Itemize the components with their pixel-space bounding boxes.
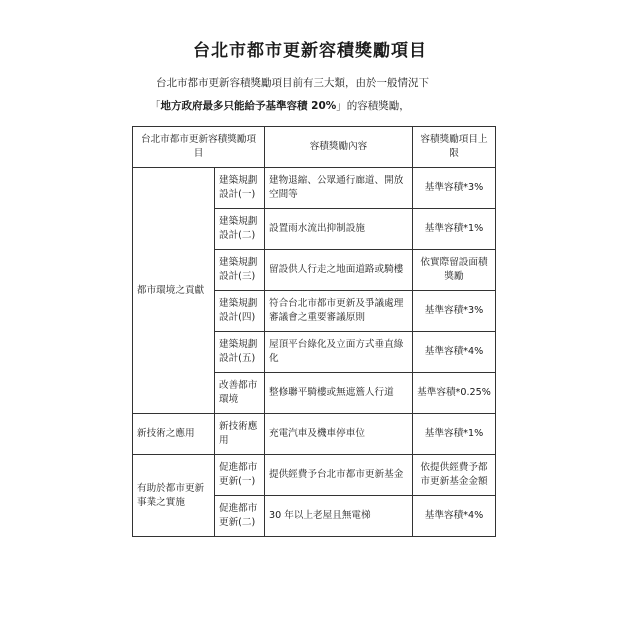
category-cell: 新技術之應用 xyxy=(133,414,215,455)
cap-cell: 依實際留設面積獎勵 xyxy=(413,250,496,291)
table-row xyxy=(133,455,496,496)
cap-cell: 基準容積*1% xyxy=(413,209,496,250)
item-cell: 改善都市環境 xyxy=(215,373,265,414)
item-cell: 建築規劃設計(四) xyxy=(215,291,265,332)
cap-cell: 基準容積*4% xyxy=(413,496,496,537)
header-cap: 容積獎勵項目上限 xyxy=(413,127,496,168)
header-content: 容積獎勵內容 xyxy=(265,127,413,168)
item-cell: 新技術應用 xyxy=(215,414,265,455)
item-cell: 建築規劃設計(五) xyxy=(215,332,265,373)
cap-cell: 基準容積*3% xyxy=(413,291,496,332)
content-cell: 整修聯平騎樓或無遮簷人行道 xyxy=(265,373,413,414)
table-row xyxy=(133,414,496,455)
content-cell: 設置雨水流出抑制設施 xyxy=(265,209,413,250)
content-cell: 充電汽車及機車停車位 xyxy=(265,414,413,455)
content-cell: 建物退縮、公眾通行廊道、開放空間等 xyxy=(265,168,413,209)
cap-cell: 基準容積*3% xyxy=(413,168,496,209)
intro-line-2 xyxy=(150,98,410,113)
content-cell: 符合台北市都市更新及爭議處理審議會之重要審議原則 xyxy=(265,291,413,332)
intro-line-1: 台北市都市更新容積獎勵項目前有三大類，由於一般情況下 xyxy=(156,77,429,89)
item-cell: 建築規劃設計(一) xyxy=(215,168,265,209)
table-row xyxy=(133,168,496,209)
content-cell: 留設供人行走之地面道路或騎樓 xyxy=(265,250,413,291)
cap-cell: 基準容積*4% xyxy=(413,332,496,373)
content-cell: 30 年以上老屋且無電梯 xyxy=(265,496,413,537)
header-item: 台北市都市更新容積獎勵項目 xyxy=(133,127,265,168)
item-cell: 促進都市更新(二) xyxy=(215,496,265,537)
content-cell: 提供經費予台北市都市更新基金 xyxy=(265,455,413,496)
bonus-table xyxy=(132,126,496,537)
page-title: 台北市都市更新容積獎勵項目 xyxy=(193,41,427,61)
category-cell: 都市環境之貢獻 xyxy=(133,168,215,414)
intro-emphasis: 地方政府最多只能給予基準容積 20% xyxy=(160,100,337,112)
intro-bracket-open: 「 xyxy=(150,100,161,112)
content-cell: 屋頂平台綠化及立面方式垂直綠化 xyxy=(265,332,413,373)
item-cell: 建築規劃設計(二) xyxy=(215,209,265,250)
cap-cell: 依提供經費予都市更新基金金額 xyxy=(413,455,496,496)
intro-bracket-close: 」的容積獎勵， xyxy=(336,100,410,112)
cap-cell: 基準容積*1% xyxy=(413,414,496,455)
table-header-row xyxy=(133,127,496,168)
item-cell: 促進都市更新(一) xyxy=(215,455,265,496)
item-cell: 建築規劃設計(三) xyxy=(215,250,265,291)
category-cell: 有助於都市更新事業之實施 xyxy=(133,455,215,537)
cap-cell: 基準容積*0.25% xyxy=(413,373,496,414)
